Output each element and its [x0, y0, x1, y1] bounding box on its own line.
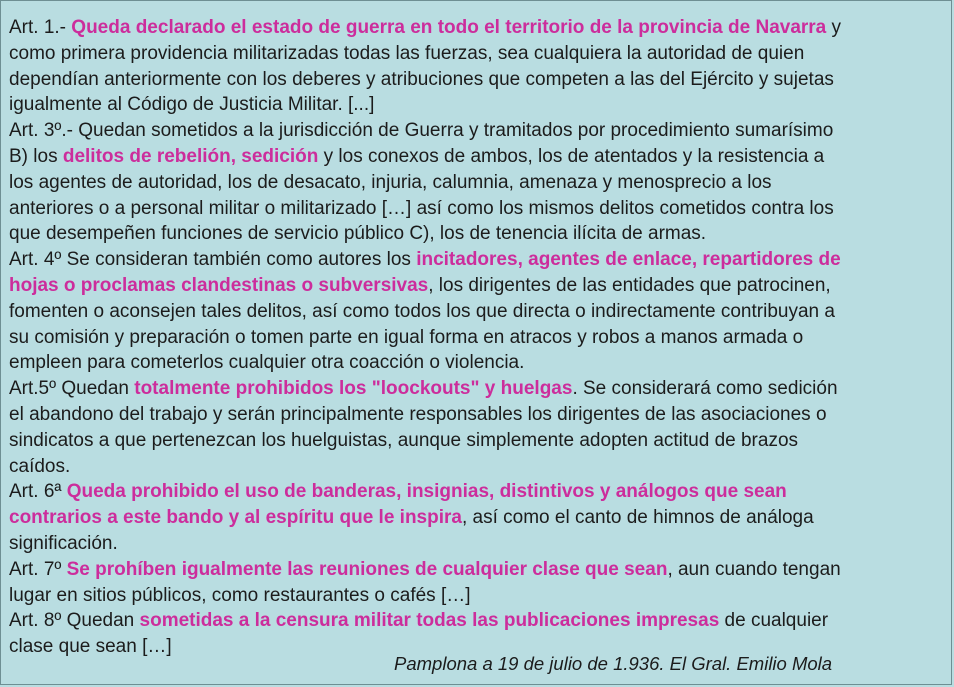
text-line	[9, 454, 947, 480]
text-segment: fomenten o aconsejen tales delitos, así como todos los que directa o indirectamente contribuyan a	[9, 300, 835, 322]
text-line	[9, 505, 947, 531]
text-line	[9, 350, 947, 376]
decree-text	[9, 15, 947, 660]
text-segment: clase que sean […]	[9, 636, 172, 658]
highlighted-text: sometidas a la censura militar todas las publicaciones impresas	[139, 610, 720, 632]
highlighted-text: hojas o proclamas clandestinas o subversivas	[9, 274, 429, 296]
text-line	[9, 67, 947, 93]
text-segment: Art. 3º.- Quedan sometidos a la jurisdicción de Guerra y tramitados por procedimiento sumarísimo	[9, 120, 834, 142]
text-line	[9, 15, 947, 41]
text-segment: Art. 1.-	[9, 17, 72, 38]
highlighted-text: Se prohíben igualmente las reuniones de cualquier clase que sean	[66, 558, 668, 580]
text-segment: B) los	[9, 145, 63, 167]
text-segment: , los dirigentes de las entidades que patrocinen,	[428, 274, 831, 296]
text-line	[9, 531, 947, 557]
text-segment: Art. 7º	[9, 558, 67, 580]
text-segment: que desempeñen funciones de servicio público C), los de tenencia ilícita de armas.	[9, 223, 707, 245]
text-segment: Art.5º Quedan	[9, 378, 135, 400]
text-segment: empleen para cometerlos cualquier otra coacción o violencia.	[9, 352, 525, 374]
text-segment: . Se considerará como sedición	[572, 378, 838, 400]
text-line	[9, 608, 947, 634]
text-segment: , aun cuando tengan	[667, 558, 841, 580]
text-segment: como primera providencia militarizadas todas las fuerzas, sea cualquiera la autoridad de quien	[9, 42, 805, 64]
text-segment: igualmente al Código de Justicia Militar. [...]	[9, 94, 375, 116]
highlighted-text: totalmente prohibidos los "loockouts" y huelgas	[134, 378, 573, 400]
text-line	[9, 325, 947, 351]
text-segment: sindicatos a que pertenezcan los huelguistas, aunque simplemente adopten actitud de brazos	[9, 429, 799, 451]
text-line	[9, 273, 947, 299]
text-line	[9, 402, 947, 428]
text-line	[9, 247, 947, 273]
highlighted-text: Queda prohibido el uso de banderas, insignias, distintivos y análogos que sean	[66, 481, 787, 503]
text-line	[9, 92, 947, 118]
text-line	[9, 41, 947, 67]
signature: Pamplona a 19 de julio de 1.936. El Gral. Emilio Mola	[394, 653, 833, 674]
text-segment: y	[826, 17, 842, 38]
text-segment: y los conexos de ambos, los de atentados y la resistencia a	[318, 145, 825, 167]
text-line	[9, 221, 947, 247]
text-line	[9, 376, 947, 402]
text-line	[9, 583, 947, 609]
highlighted-text: delitos de rebelión, sedición	[62, 145, 319, 167]
text-line	[9, 196, 947, 222]
text-line	[9, 170, 947, 196]
text-segment: , así como el canto de himnos de análoga	[461, 507, 814, 529]
text-line	[9, 118, 947, 144]
text-segment: caídos.	[9, 455, 71, 477]
text-segment: Art. 8º Quedan	[9, 610, 140, 632]
text-segment: significación.	[9, 532, 118, 554]
highlighted-text: contrarios a este bando y al espíritu que le inspira	[9, 507, 462, 529]
text-segment: Art. 6ª	[9, 481, 67, 503]
text-line	[9, 144, 947, 170]
text-segment: anteriores o a personal militar o militarizado […] así como los mismos delitos cometidos contra los	[9, 197, 834, 219]
text-segment: lugar en sitios públicos, como restaurantes o cafés […]	[9, 584, 471, 606]
text-line	[9, 479, 947, 505]
text-segment: dependían anteriormente con los deberes y atribuciones que competen a las del Ejército y sujetas	[9, 68, 834, 90]
text-line	[9, 428, 947, 454]
highlighted-text: incitadores, agentes de enlace, repartidores de	[416, 249, 841, 271]
text-segment: de cualquier	[719, 610, 829, 632]
text-line	[9, 299, 947, 325]
text-line	[9, 557, 947, 583]
text-segment: su comisión y preparación o tomen parte en igual forma en atracos y robos a manos armada o	[9, 326, 804, 348]
text-segment: Art. 4º Se consideran también como autores los	[9, 249, 417, 271]
text-segment: los agentes de autoridad, los de desacato, injuria, calumnia, amenaza y menosprecio a los	[9, 171, 772, 193]
highlighted-text: Queda declarado el estado de guerra en todo el territorio de la provincia de Navarra	[71, 17, 827, 38]
text-segment: el abandono del trabajo y serán principalmente responsables los dirigentes de las asociaciones o	[9, 403, 827, 425]
